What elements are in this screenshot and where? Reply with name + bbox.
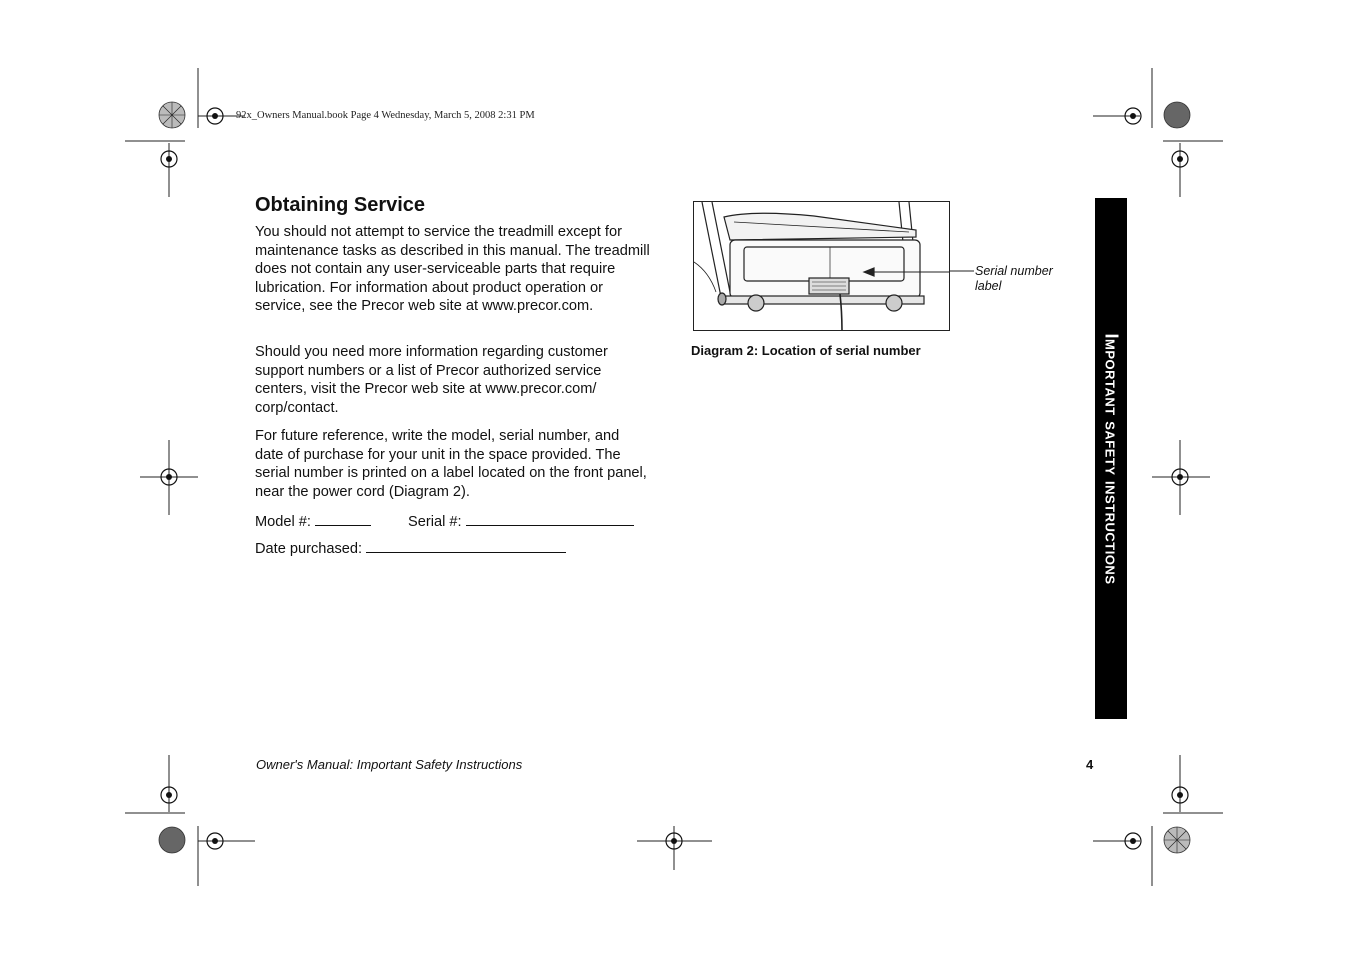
footer-title: Owner's Manual: Important Safety Instructions [256,757,523,772]
section-heading: Obtaining Service [255,194,426,216]
paragraph-service: You should not attempt to service the treadmill except for maintenance tasks as described in this manual. The treadmill does not contain any user-serviceable parts that require lubrication. For information about product operation or service, see the Precor web site at www.precor.com. [255,224,650,314]
print-slug: 92x_Owners Manual.book Page 4 Wednesday, March 5, 2008 2:31 PM [236,110,535,121]
diagram-caption: Diagram 2: Location of serial number [691,343,921,358]
callout-line-1: Serial number [975,264,1053,278]
paragraph-reference: For future reference, write the model, serial number, and date of purchase for your unit in the space provided. The serial number is printed on a label located on the front panel, near the power cord (Diagram 2). [255,428,647,500]
date-blank [366,538,566,553]
treadmill-diagram [693,201,950,331]
model-field [255,511,371,530]
serial-label: Serial #: [408,514,462,530]
model-blank [315,511,371,526]
model-label: Model #: [255,514,311,530]
treadmill-illustration [694,202,950,331]
page-number: 4 [1086,757,1094,772]
serial-field [408,511,634,530]
side-tab-label: Important safety instructions [1101,333,1122,584]
callout-leader [950,270,976,274]
callout-line-2: label [975,279,1002,293]
date-field [255,538,566,557]
serial-blank [466,511,634,526]
section-side-tab [1095,198,1127,719]
serial-callout [975,264,1053,294]
date-label: Date purchased: [255,541,363,557]
paragraph-support: Should you need more information regarding customer support numbers or a list of Precor authorized service centers, visit the Precor web site at www.precor.com/ corp/contact. [255,344,608,416]
